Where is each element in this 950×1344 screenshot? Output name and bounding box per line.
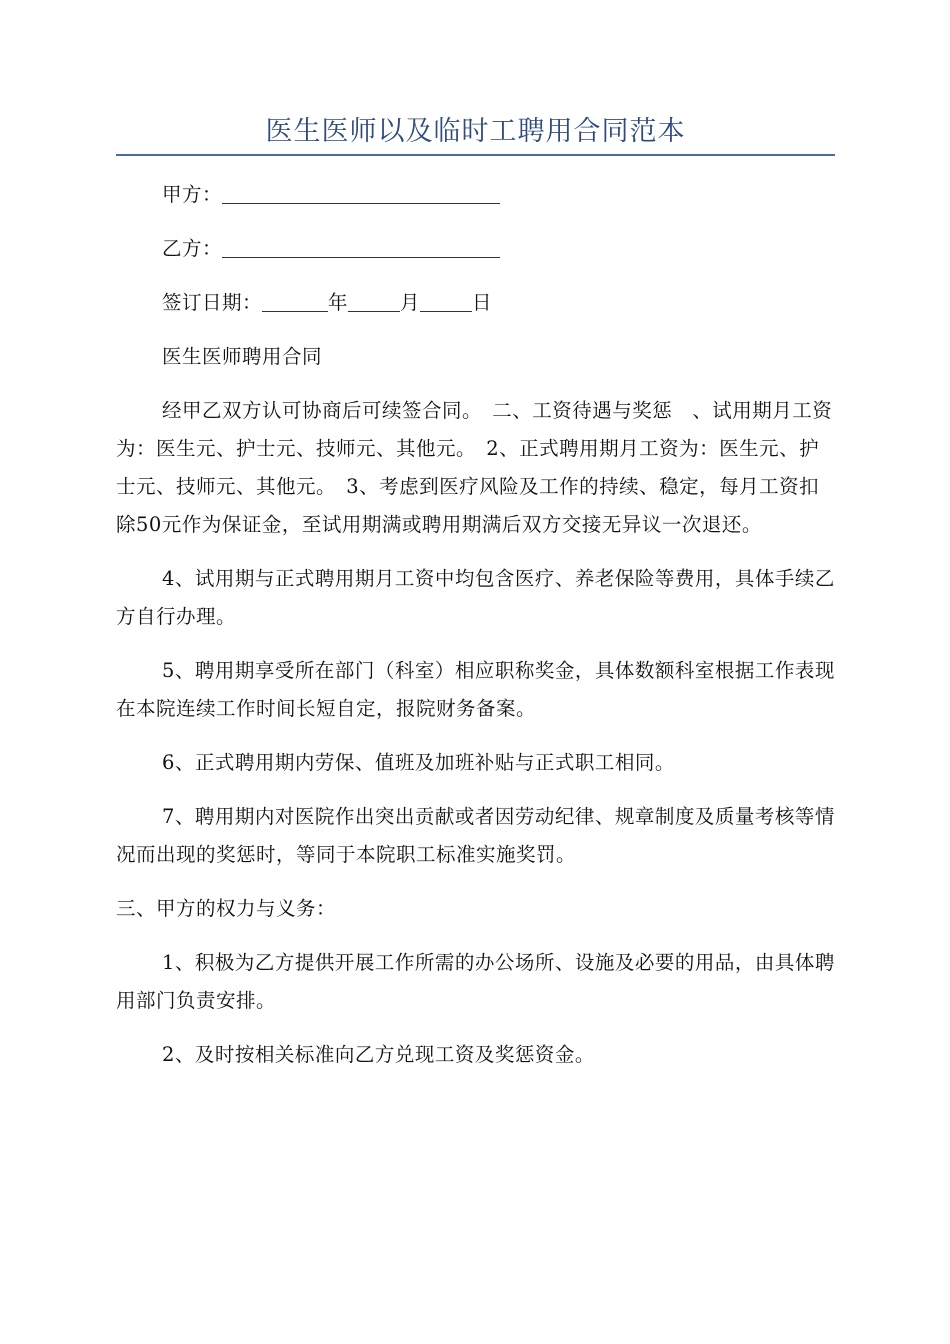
paragraph-wages: 经甲乙双方认可协商后可续签合同。 二、工资待遇与奖惩 、试用期月工资为：医生元、护士元、技师元、其他元。 2、正式聘用期月工资为：医生元、护士元、技师元、其他元。 3、考虑到医疗风险及工作的持续、稳定，每月工资扣除50元作为保证金，至试用期满或聘用期满后双方交接无异议一次退还。 <box>116 399 833 536</box>
section-3-item-2: 2、及时按相关标准向乙方兑现工资及奖惩资金。 <box>162 1043 595 1066</box>
paragraph-4: 4、试用期与正式聘用期月工资中均包含医疗、养老保险等费用，具体手续乙方自行办理。 <box>116 567 835 628</box>
document-title: 医生医师以及临时工聘用合同范本 <box>265 116 686 147</box>
party-b-blank <box>222 233 500 258</box>
paragraph-6: 6、正式聘用期内劳保、值班及加班补贴与正式职工相同。 <box>162 751 675 774</box>
paragraph-5: 5、聘用期享受所在部门（科室）相应职称奖金，具体数额科室根据工作表现在本院连续工作时间长短自定，报院财务备案。 <box>116 659 835 720</box>
day-blank <box>420 287 472 312</box>
party-b-line <box>116 230 835 268</box>
party-a-label: 甲方： <box>162 183 223 206</box>
year-label: 年 <box>328 291 349 314</box>
party-a-line <box>116 176 835 214</box>
contract-subtitle: 医生医师聘用合同 <box>162 345 323 368</box>
month-label: 月 <box>400 291 421 314</box>
document-body <box>116 176 835 1090</box>
section-3-heading: 三、甲方的权力与义务： <box>116 897 337 920</box>
sign-date-line <box>116 284 835 322</box>
paragraph-7: 7、聘用期内对医院作出突出贡献或者因劳动纪律、规章制度及质量考核等情况而出现的奖惩时，等同于本院职工标准实施奖罚。 <box>116 805 835 866</box>
section-3-item-1: 1、积极为乙方提供开展工作所需的办公场所、设施及必要的用品，由具体聘用部门负责安排。 <box>116 951 835 1012</box>
party-b-label: 乙方： <box>162 237 223 260</box>
month-blank <box>348 287 400 312</box>
title-underline <box>116 154 835 156</box>
year-blank <box>262 287 328 312</box>
party-a-blank <box>222 179 500 204</box>
sign-date-label: 签订日期： <box>162 291 263 314</box>
day-label: 日 <box>472 291 493 314</box>
